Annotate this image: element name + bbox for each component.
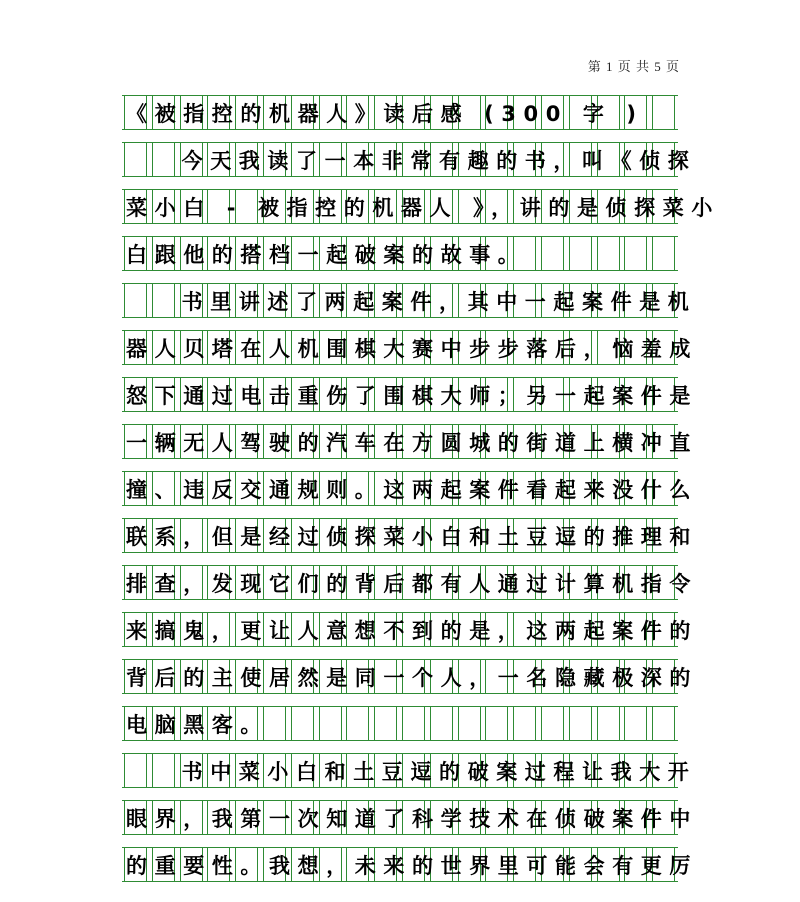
- essay-line: 联系，但是经过侦探菜小白和土豆逗的推理和: [126, 524, 698, 549]
- essay-line: 书中菜小白和土豆逗的破案过程让我大开: [181, 759, 697, 784]
- essay-line: 的重要性。我想，未来的世界里可能会有更厉: [126, 853, 698, 878]
- essay-line: 撞、违反交通规则。这两起案件看起来没什么: [126, 477, 698, 502]
- essay-line: 菜小白 - 被指控的机器人 》，讲的是侦探菜小: [126, 195, 720, 220]
- essay-line-row: [122, 471, 698, 506]
- essay-line-row: [122, 659, 698, 694]
- page-indicator: 第 1 页 共 5 页: [587, 59, 680, 74]
- essay-title: 《被指控的机器人》读后感 (300 字 ): [126, 101, 644, 126]
- essay-line-row: [122, 236, 678, 271]
- essay-line-row: [122, 565, 698, 600]
- essay-line-row: [122, 800, 698, 835]
- essay-line: 背后的主使居然是同一个人，一名隐藏极深的: [126, 665, 698, 690]
- essay-line-row: [122, 518, 698, 553]
- essay-line-row: [122, 283, 697, 318]
- essay-line: 今天我读了一本非常有趣的书，叫《侦探: [181, 148, 697, 173]
- essay-line: 书里讲述了两起案件，其中一起案件是机: [181, 289, 697, 314]
- essay-line: 电脑黑客。: [126, 712, 269, 737]
- essay-line: 眼界，我第一次知道了科学技术在侦破案件中: [126, 806, 698, 831]
- essay-line-row: [122, 424, 698, 459]
- essay-line-row: [122, 189, 720, 224]
- essay-line-row: [122, 377, 698, 412]
- essay-line: 一辆无人驾驶的汽车在方圆城的街道上横冲直: [126, 430, 698, 455]
- essay-line: 排查，发现它们的背后都有人通过计算机指令: [126, 571, 698, 596]
- essay-line-row: [122, 612, 698, 647]
- essay-line-row: [122, 847, 698, 882]
- essay-line: 白跟他的搭档一起破案的故事。: [126, 242, 527, 267]
- essay-line-row: [122, 753, 697, 788]
- essay-line: 怒下通过电击重伤了围棋大师；另一起案件是: [126, 383, 698, 408]
- essay-line-row: [122, 330, 698, 365]
- essay-title-row: [122, 95, 678, 130]
- essay-line-row: [122, 706, 678, 741]
- essay-line: 器人贝塔在人机围棋大赛中步步落后，恼羞成: [126, 336, 698, 361]
- essay-line-row: [122, 142, 697, 177]
- essay-line: 来搞鬼，更让人意想不到的是，这两起案件的: [126, 618, 698, 643]
